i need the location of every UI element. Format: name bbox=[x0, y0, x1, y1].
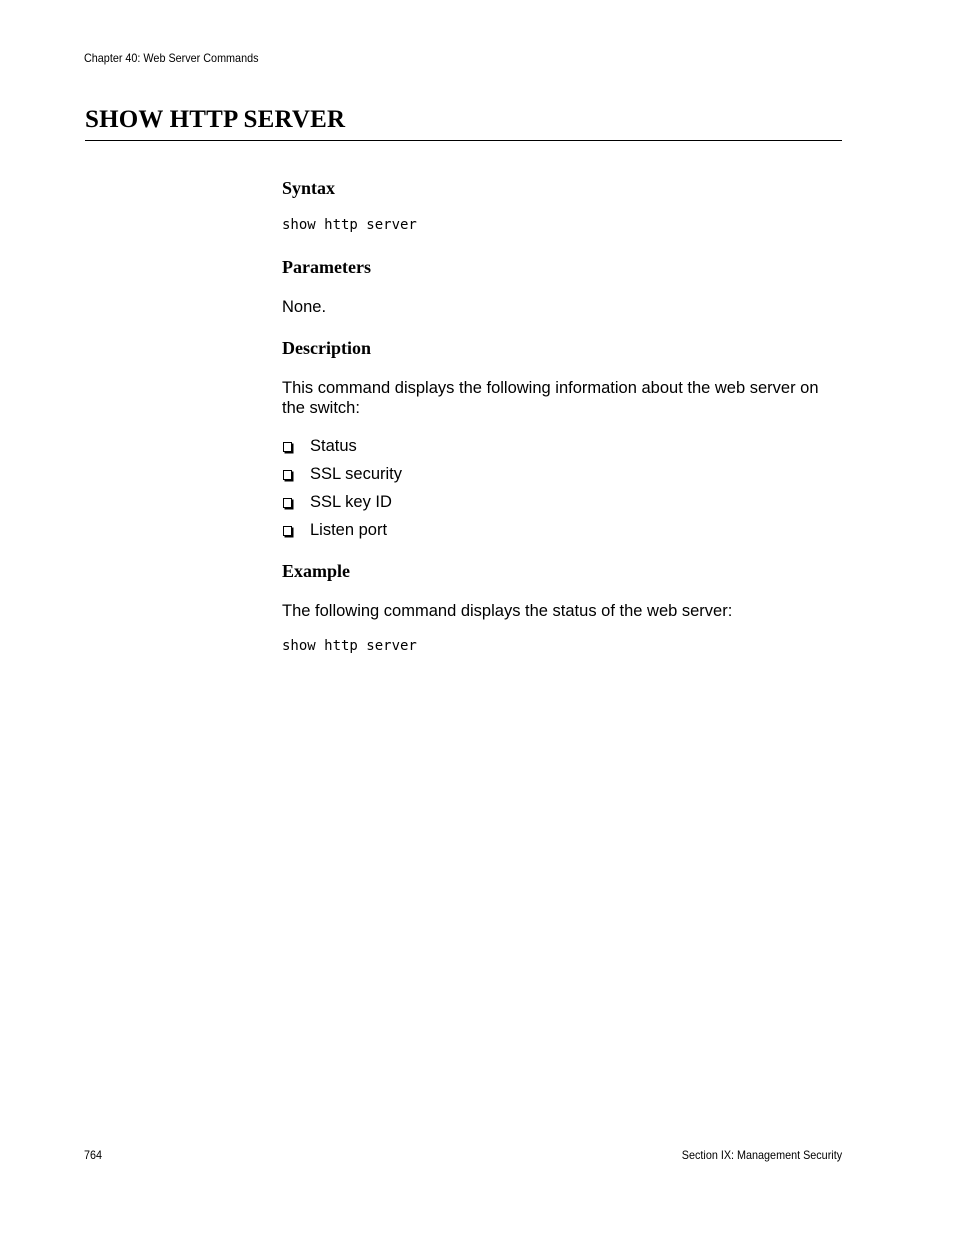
footer-section: Section IX: Management Security bbox=[681, 1148, 842, 1162]
list-item-label: SSL security bbox=[310, 465, 403, 483]
syntax-code: show http server bbox=[282, 217, 417, 233]
list-item-label: Status bbox=[310, 437, 357, 455]
description-text: This command displays the following information about the web server on the switch: bbox=[282, 379, 819, 417]
checkbox-bullet-icon bbox=[283, 498, 292, 508]
syntax-heading: Syntax bbox=[282, 178, 336, 198]
running-header: Chapter 40: Web Server Commands bbox=[84, 51, 259, 65]
title-rule bbox=[85, 140, 842, 141]
description-heading: Description bbox=[282, 338, 371, 358]
example-code: show http server bbox=[282, 638, 417, 654]
list-item-label: SSL key ID bbox=[310, 493, 392, 511]
example-heading: Example bbox=[282, 561, 351, 581]
checkbox-bullet-icon bbox=[283, 470, 292, 480]
example-text: The following command displays the status of the web server: bbox=[282, 602, 733, 620]
checkbox-bullet-icon bbox=[283, 526, 292, 536]
parameters-heading: Parameters bbox=[282, 257, 371, 277]
page-title: SHOW HTTP SERVER bbox=[85, 106, 346, 133]
checkbox-bullet-icon bbox=[283, 442, 292, 452]
parameters-text: None. bbox=[282, 298, 327, 316]
list-item-label: Listen port bbox=[310, 521, 388, 539]
page-number: 764 bbox=[84, 1148, 103, 1162]
